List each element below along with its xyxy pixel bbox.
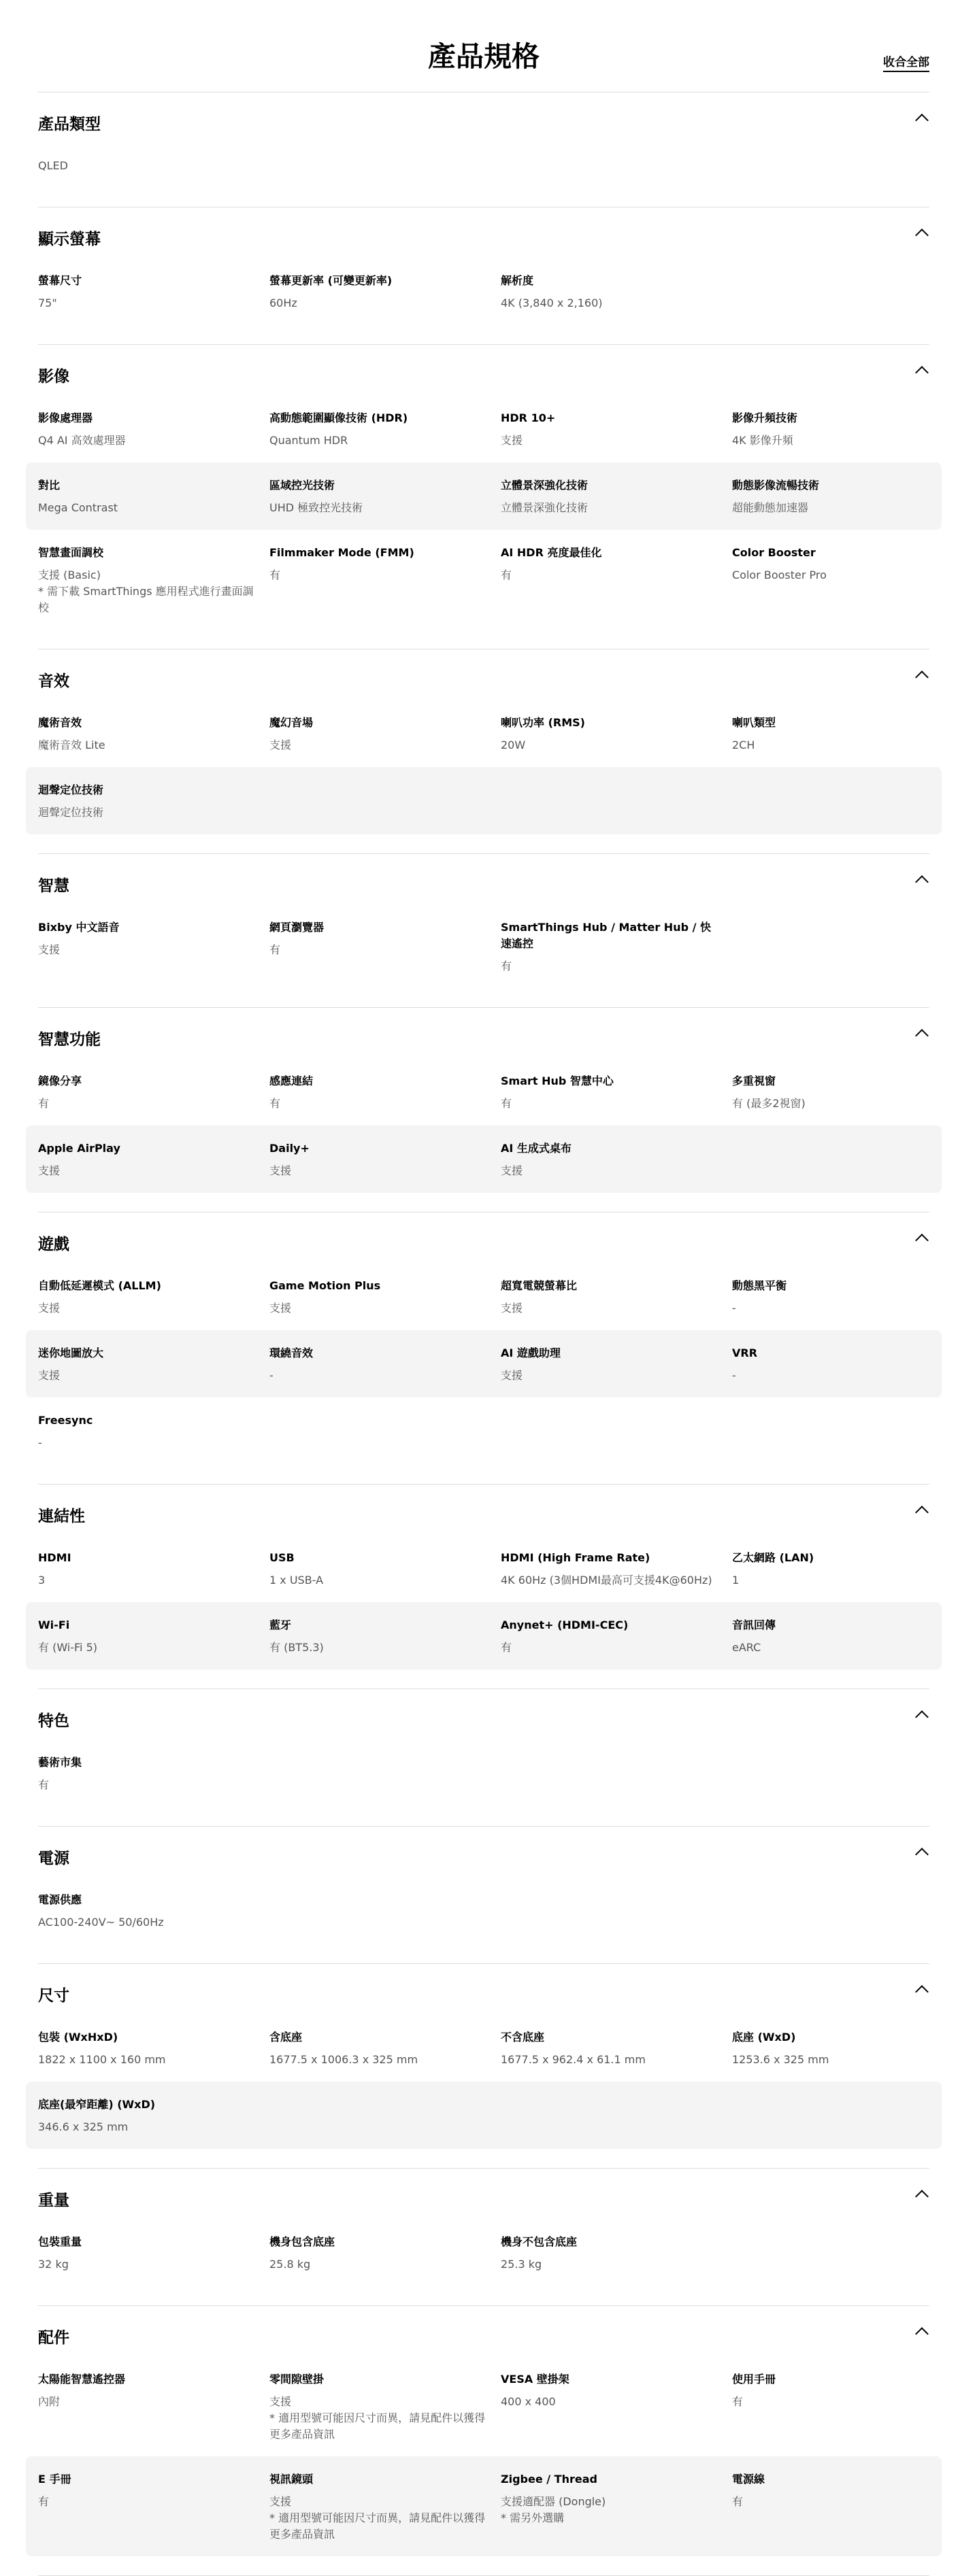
spec-label: 太陽能智慧遙控器 bbox=[38, 2373, 126, 2386]
spec-label: Freesync bbox=[38, 1414, 93, 1427]
spec-value: 支援 * 適用型號可能因尺寸而異，請見配件以獲得更多產品資訊 bbox=[269, 2395, 486, 2441]
chevron-up-icon[interactable] bbox=[915, 228, 929, 242]
section-body bbox=[38, 904, 929, 1007]
spec-value: 有 bbox=[501, 1641, 512, 1654]
spec-label: 立體景深強化技術 bbox=[501, 479, 589, 492]
spec-item bbox=[38, 782, 269, 821]
spec-value: 有 bbox=[732, 2495, 744, 2508]
chevron-up-icon[interactable] bbox=[915, 2327, 929, 2341]
section-body bbox=[38, 1263, 929, 1484]
spec-value: Mega Contrast bbox=[38, 501, 118, 514]
spec-value: 有 bbox=[38, 2495, 50, 2508]
spec-section-connectivity bbox=[38, 1485, 929, 1689]
spec-row bbox=[26, 2219, 942, 2286]
section-body bbox=[38, 700, 929, 853]
spec-item bbox=[38, 1345, 269, 1384]
section-header-connectivity[interactable] bbox=[38, 1485, 929, 1535]
spec-row bbox=[26, 143, 942, 188]
chevron-up-icon[interactable] bbox=[915, 875, 929, 889]
spec-sections bbox=[38, 92, 929, 2576]
spec-row bbox=[26, 767, 942, 834]
spec-item bbox=[501, 1550, 732, 1589]
spec-item bbox=[38, 1550, 269, 1589]
spec-item bbox=[732, 1073, 963, 1112]
spec-item bbox=[38, 158, 269, 174]
spec-value: 支援 bbox=[269, 1302, 292, 1315]
spec-label: AI 生成式桌布 bbox=[501, 1142, 572, 1155]
section-header-smart[interactable] bbox=[38, 854, 929, 904]
spec-row bbox=[26, 1740, 942, 1807]
section-body bbox=[38, 1740, 929, 1826]
spec-label: Game Motion Plus bbox=[269, 1279, 381, 1292]
spec-item bbox=[501, 273, 732, 311]
spec-section-video bbox=[38, 345, 929, 649]
spec-value: 有 bbox=[269, 943, 281, 956]
section-title: 尺寸 bbox=[38, 1987, 69, 2005]
spec-value: 支援 bbox=[38, 1164, 61, 1177]
spec-label: 音訊回傳 bbox=[732, 1619, 776, 1631]
spec-label: 喇叭功率 (RMS) bbox=[501, 716, 585, 729]
spec-row bbox=[26, 1535, 942, 1602]
section-body bbox=[38, 1877, 929, 1963]
spec-value: 有 (BT5.3) bbox=[269, 1641, 324, 1654]
spec-label: 使用手冊 bbox=[732, 2373, 776, 2386]
spec-row bbox=[26, 1877, 942, 1944]
spec-item bbox=[501, 1278, 732, 1317]
spec-item bbox=[38, 2234, 269, 2273]
spec-section-product-type bbox=[38, 92, 929, 207]
section-body bbox=[38, 1535, 929, 1689]
spec-value: 25.8 kg bbox=[269, 2258, 311, 2271]
spec-label: HDMI (High Frame Rate) bbox=[501, 1551, 650, 1564]
spec-item bbox=[732, 410, 963, 449]
chevron-up-icon[interactable] bbox=[915, 1029, 929, 1043]
spec-section-power bbox=[38, 1827, 929, 1964]
spec-value: - bbox=[38, 1436, 42, 1449]
spec-label: 喇叭類型 bbox=[732, 716, 776, 729]
spec-label: 高動態範圍顯像技術 (HDR) bbox=[269, 411, 408, 424]
spec-label: VRR bbox=[732, 1346, 758, 1359]
spec-item bbox=[269, 2029, 501, 2068]
spec-label: 網頁瀏覽器 bbox=[269, 921, 325, 934]
spec-value: 1 x USB-A bbox=[269, 1574, 324, 1587]
section-title: 顯示螢幕 bbox=[38, 231, 101, 248]
spec-label: VESA 壁掛架 bbox=[501, 2373, 569, 2386]
spec-label: 影像處理器 bbox=[38, 411, 93, 424]
spec-value: 60Hz bbox=[269, 296, 297, 309]
spec-item bbox=[732, 1345, 963, 1384]
spec-value: 有 bbox=[269, 569, 281, 581]
spec-item bbox=[38, 273, 269, 311]
spec-item bbox=[501, 919, 732, 975]
chevron-up-icon[interactable] bbox=[915, 1985, 929, 1999]
spec-item bbox=[38, 410, 269, 449]
spec-value: 有 bbox=[501, 569, 512, 581]
chevron-up-icon[interactable] bbox=[915, 1848, 929, 1861]
spec-value: 支援 bbox=[38, 1302, 61, 1315]
spec-label: SmartThings Hub / Matter Hub / 快速遙控 bbox=[501, 921, 712, 950]
spec-row bbox=[26, 1058, 942, 1125]
spec-item bbox=[38, 2371, 269, 2443]
spec-label: 機身不包含底座 bbox=[501, 2235, 578, 2248]
chevron-up-icon[interactable] bbox=[915, 1710, 929, 1724]
spec-label: 電源線 bbox=[732, 2473, 765, 2486]
chevron-up-icon[interactable] bbox=[915, 366, 929, 379]
spec-value: 1677.5 x 962.4 x 61.1 mm bbox=[501, 2053, 646, 2066]
spec-item bbox=[501, 410, 732, 449]
section-header-dimensions[interactable] bbox=[38, 1964, 929, 2014]
spec-label: 鏡像分享 bbox=[38, 1074, 82, 1087]
spec-page bbox=[38, 0, 929, 2576]
spec-label: Anynet+ (HDMI-CEC) bbox=[501, 1619, 629, 1631]
spec-value: 支援 bbox=[501, 1302, 523, 1315]
spec-value: 超能動態加速器 bbox=[732, 501, 809, 514]
spec-item bbox=[38, 1140, 269, 1179]
section-title: 智慧功能 bbox=[38, 1031, 101, 1049]
spec-item bbox=[501, 1617, 732, 1656]
spec-label: Color Booster bbox=[732, 546, 816, 559]
spec-value: 32 kg bbox=[38, 2258, 69, 2271]
spec-value: 有 (Wi-Fi 5) bbox=[38, 1641, 98, 1654]
spec-label: Apple AirPlay bbox=[38, 1142, 120, 1155]
spec-label: 零間隙壁掛 bbox=[269, 2373, 325, 2386]
spec-item bbox=[732, 1278, 963, 1317]
spec-item bbox=[501, 2234, 732, 2273]
spec-row bbox=[26, 530, 942, 630]
spec-value: 迴聲定位技術 bbox=[38, 806, 104, 819]
spec-section-smart bbox=[38, 854, 929, 1008]
spec-value: 有 bbox=[269, 1097, 281, 1110]
spec-item bbox=[38, 1278, 269, 1317]
spec-label: 多重視窗 bbox=[732, 1074, 776, 1087]
spec-label: Zigbee / Thread bbox=[501, 2473, 597, 2486]
spec-item bbox=[269, 2371, 501, 2443]
spec-value: 支援 bbox=[269, 739, 292, 751]
section-body bbox=[38, 143, 929, 207]
chevron-up-icon[interactable] bbox=[915, 2190, 929, 2203]
spec-value: 支援 bbox=[38, 1369, 61, 1382]
spec-item bbox=[269, 1278, 501, 1317]
spec-value: 4K (3,840 x 2,160) bbox=[501, 296, 603, 309]
section-body bbox=[38, 2356, 929, 2575]
spec-item bbox=[269, 2471, 501, 2543]
spec-item bbox=[501, 477, 732, 516]
spec-item bbox=[732, 545, 963, 616]
spec-value: UHD 極致控光技術 bbox=[269, 501, 363, 514]
spec-item bbox=[501, 1345, 732, 1384]
spec-row bbox=[26, 1125, 942, 1193]
spec-item bbox=[501, 2371, 732, 2443]
spec-label: Daily+ bbox=[269, 1142, 310, 1155]
spec-value: 25.3 kg bbox=[501, 2258, 542, 2271]
spec-value: 4K 影像升頻 bbox=[732, 434, 793, 447]
spec-item bbox=[732, 2371, 963, 2443]
spec-item bbox=[38, 1892, 269, 1931]
spec-section-gaming bbox=[38, 1213, 929, 1485]
spec-label: 藍牙 bbox=[269, 1619, 292, 1631]
spec-label: 機身包含底座 bbox=[269, 2235, 335, 2248]
spec-section-accessories bbox=[38, 2306, 929, 2576]
spec-value: 3 bbox=[38, 1574, 46, 1587]
section-title: 連結性 bbox=[38, 1508, 85, 1525]
section-header-display[interactable] bbox=[38, 207, 929, 258]
spec-item bbox=[269, 477, 501, 516]
spec-row bbox=[26, 1397, 942, 1465]
section-body bbox=[38, 395, 929, 649]
spec-value: Color Booster Pro bbox=[732, 569, 827, 581]
spec-label: HDMI bbox=[38, 1551, 71, 1564]
section-body bbox=[38, 1058, 929, 1212]
section-title: 電源 bbox=[38, 1850, 69, 1867]
page-title: 產品規格 bbox=[428, 40, 540, 73]
spec-value: eARC bbox=[732, 1641, 761, 1654]
section-title: 特色 bbox=[38, 1712, 69, 1730]
spec-item bbox=[732, 477, 963, 516]
spec-item bbox=[269, 1617, 501, 1656]
spec-item bbox=[732, 2471, 963, 2543]
chevron-up-icon[interactable] bbox=[915, 114, 929, 127]
spec-label: 動態黑平衡 bbox=[732, 1279, 787, 1292]
spec-row bbox=[26, 904, 942, 988]
spec-section-audio bbox=[38, 649, 929, 854]
spec-row bbox=[26, 2356, 942, 2456]
chevron-up-icon[interactable] bbox=[915, 671, 929, 684]
spec-row bbox=[26, 700, 942, 767]
spec-value: AC100-240V~ 50/60Hz bbox=[38, 1916, 164, 1929]
spec-row bbox=[26, 1263, 942, 1330]
section-header-video[interactable] bbox=[38, 345, 929, 395]
spec-label: Filmmaker Mode (FMM) bbox=[269, 546, 414, 559]
spec-label: 環繞音效 bbox=[269, 1346, 314, 1359]
section-title: 影像 bbox=[38, 368, 69, 386]
spec-item bbox=[269, 273, 501, 311]
section-title: 遊戲 bbox=[38, 1236, 69, 1253]
spec-item bbox=[269, 1140, 501, 1179]
spec-label: 智慧畫面調校 bbox=[38, 546, 104, 559]
spec-label: AI 遊戲助理 bbox=[501, 1346, 561, 1359]
spec-item bbox=[38, 1412, 269, 1451]
spec-label: 動態影像流暢技術 bbox=[732, 479, 820, 492]
spec-value: - bbox=[269, 1369, 274, 1382]
spec-value: 有 (最多2視窗) bbox=[732, 1097, 806, 1110]
spec-label: Smart Hub 智慧中心 bbox=[501, 1074, 614, 1087]
spec-item bbox=[732, 715, 963, 753]
spec-value: 400 x 400 bbox=[501, 2395, 556, 2408]
spec-value: 有 bbox=[501, 1097, 512, 1110]
spec-label: 電源供應 bbox=[38, 1893, 82, 1906]
spec-section-dimensions bbox=[38, 1964, 929, 2169]
section-header-accessories[interactable] bbox=[38, 2306, 929, 2356]
spec-row bbox=[26, 1602, 942, 1670]
spec-label: 解析度 bbox=[501, 274, 534, 287]
spec-item bbox=[501, 2471, 732, 2543]
spec-value: 支援 bbox=[501, 1369, 523, 1382]
spec-row bbox=[26, 2082, 942, 2149]
spec-label: Bixby 中文語音 bbox=[38, 921, 120, 934]
spec-item bbox=[38, 545, 269, 616]
chevron-up-icon[interactable] bbox=[915, 1506, 929, 1519]
spec-value: 支援 bbox=[269, 1164, 292, 1177]
spec-value: 支援 bbox=[38, 943, 61, 956]
spec-value: 1 bbox=[732, 1574, 740, 1587]
section-body bbox=[38, 2014, 929, 2168]
spec-label: 迷你地圖放大 bbox=[38, 1346, 104, 1359]
spec-item bbox=[732, 2029, 963, 2068]
spec-section-features bbox=[38, 1689, 929, 1827]
spec-value: Quantum HDR bbox=[269, 434, 348, 447]
spec-value: 1822 x 1100 x 160 mm bbox=[38, 2053, 166, 2066]
spec-item bbox=[38, 477, 269, 516]
spec-label: 含底座 bbox=[269, 2031, 303, 2044]
spec-label: 底座(最窄距離) (WxD) bbox=[38, 2098, 156, 2111]
section-body bbox=[38, 2219, 929, 2305]
section-header-power[interactable] bbox=[38, 1827, 929, 1877]
spec-value: 4K 60Hz (3個HDMI最高可支援4K@60Hz) bbox=[501, 1574, 712, 1587]
section-title: 配件 bbox=[38, 2329, 69, 2347]
section-header-audio[interactable] bbox=[38, 649, 929, 700]
spec-value: 346.6 x 325 mm bbox=[38, 2120, 129, 2133]
spec-value: 內附 bbox=[38, 2395, 61, 2408]
spec-value: 魔術音效 Lite bbox=[38, 739, 105, 751]
spec-value: 支援 (Basic) * 需下載 SmartThings 應用程式進行畫面調校 bbox=[38, 569, 254, 614]
spec-value: 1677.5 x 1006.3 x 325 mm bbox=[269, 2053, 418, 2066]
spec-label: 影像升頻技術 bbox=[732, 411, 798, 424]
spec-label: 迴聲定位技術 bbox=[38, 783, 104, 796]
spec-section-display bbox=[38, 207, 929, 345]
spec-row bbox=[26, 2456, 942, 2556]
spec-item bbox=[38, 1073, 269, 1112]
spec-value: 有 bbox=[38, 1097, 50, 1110]
spec-item bbox=[501, 715, 732, 753]
spec-item bbox=[38, 1617, 269, 1656]
spec-value: 支援 bbox=[501, 1164, 523, 1177]
spec-item bbox=[269, 1345, 501, 1384]
chevron-up-icon[interactable] bbox=[915, 1234, 929, 1247]
spec-item bbox=[732, 1550, 963, 1589]
spec-item bbox=[38, 1755, 269, 1793]
collapse-all-link[interactable]: 收合全部 bbox=[883, 52, 929, 72]
spec-label: HDR 10+ bbox=[501, 411, 556, 424]
spec-value: Q4 AI 高效處理器 bbox=[38, 434, 126, 447]
spec-label: 不含底座 bbox=[501, 2031, 545, 2044]
spec-value: 立體景深強化技術 bbox=[501, 501, 589, 514]
spec-label: 包裝 (WxHxD) bbox=[38, 2031, 118, 2044]
spec-row bbox=[26, 462, 942, 530]
spec-label: AI HDR 亮度最佳化 bbox=[501, 546, 602, 559]
section-title: 產品類型 bbox=[38, 116, 101, 133]
spec-label: USB bbox=[269, 1551, 295, 1564]
spec-label: 自動低延遲模式 (ALLM) bbox=[38, 1279, 161, 1292]
section-header-smart-features[interactable] bbox=[38, 1008, 929, 1058]
spec-label: 螢幕尺寸 bbox=[38, 274, 82, 287]
spec-value: 75" bbox=[38, 296, 57, 309]
section-header-gaming[interactable] bbox=[38, 1213, 929, 1263]
section-header-product-type[interactable] bbox=[38, 92, 929, 143]
spec-label: 感應連結 bbox=[269, 1074, 314, 1087]
spec-section-smart-features bbox=[38, 1008, 929, 1213]
spec-item bbox=[269, 919, 501, 975]
spec-value: 有 bbox=[501, 960, 512, 972]
spec-row bbox=[26, 395, 942, 462]
spec-item bbox=[38, 2029, 269, 2068]
spec-label: Wi-Fi bbox=[38, 1619, 70, 1631]
section-title: 智慧 bbox=[38, 877, 69, 895]
spec-label: 魔幻音場 bbox=[269, 716, 314, 729]
spec-label: 區域控光技術 bbox=[269, 479, 335, 492]
spec-item bbox=[269, 715, 501, 753]
spec-item bbox=[269, 410, 501, 449]
spec-value: QLED bbox=[38, 159, 68, 172]
spec-item bbox=[38, 715, 269, 753]
spec-label: 底座 (WxD) bbox=[732, 2031, 796, 2044]
spec-row bbox=[26, 2014, 942, 2082]
spec-item bbox=[501, 545, 732, 616]
spec-item bbox=[38, 2097, 269, 2135]
spec-item bbox=[38, 919, 269, 975]
spec-item bbox=[501, 1073, 732, 1112]
spec-label: 對比 bbox=[38, 479, 61, 492]
spec-item bbox=[269, 545, 501, 616]
spec-label: 魔術音效 bbox=[38, 716, 82, 729]
spec-section-weight bbox=[38, 2169, 929, 2306]
spec-value: 有 bbox=[38, 1778, 50, 1791]
spec-item bbox=[269, 1550, 501, 1589]
spec-value: 支援 * 適用型號可能因尺寸而異，請見配件以獲得更多產品資訊 bbox=[269, 2495, 486, 2541]
section-title: 重量 bbox=[38, 2192, 69, 2209]
spec-label: 乙太網路 (LAN) bbox=[732, 1551, 814, 1564]
page-header bbox=[38, 0, 929, 92]
section-title: 音效 bbox=[38, 673, 69, 690]
spec-row bbox=[26, 258, 942, 325]
spec-value: 支援適配器 (Dongle) * 需另外選購 bbox=[501, 2495, 606, 2524]
spec-item bbox=[501, 1140, 732, 1179]
spec-item bbox=[269, 2234, 501, 2273]
spec-item bbox=[269, 1073, 501, 1112]
spec-value: - bbox=[732, 1369, 736, 1382]
spec-value: 支援 bbox=[501, 434, 523, 447]
section-header-weight[interactable] bbox=[38, 2169, 929, 2219]
spec-value: 有 bbox=[732, 2395, 744, 2408]
spec-value: 20W bbox=[501, 739, 526, 751]
spec-row bbox=[26, 1330, 942, 1397]
spec-item bbox=[38, 2471, 269, 2543]
spec-label: E 手冊 bbox=[38, 2473, 71, 2486]
section-header-features[interactable] bbox=[38, 1689, 929, 1740]
spec-label: 超寬電競螢幕比 bbox=[501, 1279, 578, 1292]
section-body bbox=[38, 258, 929, 344]
spec-label: 螢幕更新率 (可變更新率) bbox=[269, 274, 393, 287]
spec-label: 藝術市集 bbox=[38, 1756, 82, 1769]
spec-value: 2CH bbox=[732, 739, 755, 751]
spec-item bbox=[501, 2029, 732, 2068]
spec-value: - bbox=[732, 1302, 736, 1315]
spec-item bbox=[732, 1617, 963, 1656]
spec-label: 包裝重量 bbox=[38, 2235, 82, 2248]
spec-value: 1253.6 x 325 mm bbox=[732, 2053, 829, 2066]
spec-label: 視訊鏡頭 bbox=[269, 2473, 314, 2486]
